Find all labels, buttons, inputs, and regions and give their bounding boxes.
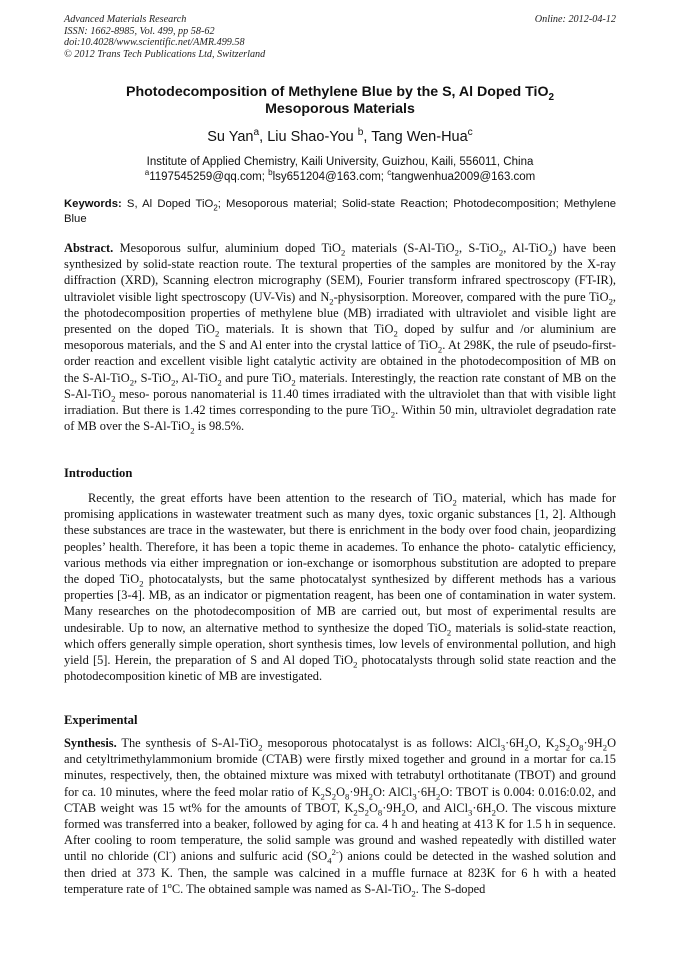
text-run: ) have been synthesized by solid-state reaction route. The textural properties of the samples are monitored by the X-ray diffraction (XRD), Scanning electron micrography (SEM), Fourier transform infrared spectroscopy (FT-IR), ultraviolet visible light spectroscopy (UV-Vis) and N — [64, 241, 616, 304]
text-run: O — [570, 736, 580, 750]
subscript: 2 — [320, 791, 325, 802]
introduction-paragraph — [64, 490, 616, 684]
subscript: 3 — [412, 791, 417, 802]
subscript: 2 — [491, 807, 496, 818]
text-run: ·9H — [349, 784, 369, 799]
text-run: C. The obtained sample was named as S-Al-TiO — [171, 881, 412, 896]
text-run: , S-TiO — [458, 241, 499, 255]
subscript: 2 — [454, 247, 459, 258]
subscript: 4 — [327, 855, 332, 866]
paper-title — [64, 84, 616, 118]
superscript: a — [144, 168, 150, 178]
subscript: 2 — [401, 807, 406, 818]
subscript: 2 — [368, 791, 373, 802]
subscript: 2 — [329, 296, 334, 307]
text-run: O, K — [528, 736, 555, 750]
subscript: 8 — [377, 807, 383, 818]
text-run: O: TBOT is 0.004: 0.016:0.02, and CTAB weight was 15 wt% for the amounts of TBOT, K — [64, 784, 616, 815]
subscript: 2 — [452, 497, 457, 508]
text-run: and pure TiO — [221, 370, 292, 385]
text-run: , Liu Shao-You — [259, 129, 358, 145]
subscript: 2 — [435, 791, 441, 802]
title-line-2: Mesoporous Materials — [265, 101, 415, 117]
subscript: 2 — [524, 742, 529, 753]
text-run: The synthesis of S-Al-TiO — [116, 736, 259, 750]
keywords — [64, 197, 616, 226]
text-run: , Al-TiO — [175, 370, 218, 385]
text-run: 1197545259@qq.com; — [149, 171, 269, 183]
subscript: 2 — [353, 659, 358, 670]
subscript: 2 — [139, 578, 144, 589]
subscript: 2 — [190, 425, 195, 436]
text-run: , Tang Wen-Hua — [363, 129, 468, 145]
abstract-label: Abstract. — [64, 241, 114, 255]
subscript: 2 — [291, 377, 296, 388]
text-run: ; Mesoporous material; Solid-state Reaction; Photodecomposition; Methylene Blue — [64, 198, 617, 225]
subscript: 2 — [498, 247, 504, 258]
text-run: S — [324, 784, 332, 799]
subscript: 2 — [214, 328, 220, 339]
text-run: doped by sulfur and /or aluminium are mesoporous materials, and the S and Al enter into the crystal lattice of TiO — [64, 322, 616, 353]
superscript: o — [167, 879, 172, 890]
text-run: S — [357, 800, 365, 815]
text-run: . Within 50 min, ultraviolet degradation rate of MB over the S-Al-TiO — [64, 403, 616, 434]
subscript: 2 — [217, 377, 222, 388]
subscript: 2 — [446, 627, 452, 638]
journal-doi: doi:10.4028/www.scientific.net/AMR.499.58 — [64, 37, 245, 49]
subscript: 2 — [393, 328, 398, 339]
journal-copyright: © 2012 Trans Tech Publications Ltd, Switzerland — [64, 48, 266, 60]
institute-line: Institute of Applied Chemistry, Kaili University, Guizhou, Kaili, 556011, China — [146, 156, 534, 168]
keywords-label: Keywords: — [64, 198, 122, 210]
subscript: 2 — [548, 91, 555, 103]
text-run: Su Yan — [207, 129, 254, 145]
section-heading-experimental: Experimental — [64, 713, 138, 727]
superscript: b — [357, 127, 364, 139]
synthesis-label: Synthesis. — [64, 736, 117, 750]
synthesis-paragraph — [64, 735, 616, 897]
text-run: materials. Interestingly, the reaction rate constant of MB on the S-Al-TiO — [64, 370, 616, 401]
text-run: ·6H — [416, 784, 436, 799]
superscript: c — [467, 127, 473, 139]
text-run: material, which has made for promising applications in wastewater treatment such as many dyes, toxic organic substances [1, 2]. Although these substances are trace in the wastewater, but there is enrichment in the body over food chain, jeopardizing peoples’ health. Therefore, it has been a topic theme in academes. To enhance the photo- catalytic efficiency, various methods via either impregnation or ion-exchange or isomorphous substitution are adopted to prepare the doped TiO — [64, 491, 616, 587]
text-run: materials is solid-state reaction, which offers generally simple operation, short synthesis times, low levels of environmental pollution, and high yield [5]. Herein, the preparation of S and Al doped TiO — [64, 620, 617, 668]
subscript: 2 — [213, 203, 218, 213]
text-run: ) anions and sulfuric acid (SO — [171, 849, 328, 864]
subscript: 8 — [579, 742, 584, 753]
subscript: 2 — [548, 247, 553, 258]
subscript: 2 — [258, 742, 263, 753]
section-heading-introduction: Introduction — [64, 466, 133, 480]
subscript: 2 — [340, 247, 346, 258]
superscript: a — [253, 127, 260, 139]
text-run: O, and AlCl — [405, 800, 469, 815]
text-run: ·6H — [505, 736, 525, 750]
text-run: photocatalysts through solid state reaction and the photodecomposition kinetic of MB are investigated. — [64, 653, 616, 684]
subscript: 2 — [364, 807, 369, 818]
journal-name: Advanced Materials Research — [64, 14, 187, 25]
superscript: b — [268, 168, 273, 178]
subscript: 2 — [411, 888, 416, 899]
text-run: ·6H — [472, 800, 492, 815]
text-run: , S-TiO — [134, 370, 172, 385]
subscript: 2 — [331, 791, 337, 802]
subscript: 3 — [468, 807, 473, 818]
text-run: . At 298K, the rule of pseudo-first-order reaction and excellent visible light catalytic activity are obtained in the photodecomposition of MB on the S-Al-TiO — [64, 338, 616, 385]
subscript: 2 — [171, 377, 176, 388]
title-line-1: Photodecomposition of Methylene Blue by the S, Al Doped TiO — [125, 84, 549, 100]
author-list — [64, 128, 616, 146]
text-run: O: AlCl — [372, 784, 413, 799]
journal-header — [64, 14, 616, 60]
text-run: S — [558, 736, 566, 750]
text-run: is 98.5%. — [194, 419, 245, 434]
text-run: meso- porous nanomaterial is 11.40 times irradiated with the ultraviolet than that with visible light irradiation. But there is 1.42 times corresponding to the pure TiO — [64, 386, 616, 418]
text-run: ·9H — [583, 736, 603, 750]
text-run: ·9H — [382, 800, 402, 815]
subscript: 2 — [353, 807, 358, 818]
subscript: 2 — [602, 742, 608, 753]
subscript: 2 — [390, 409, 396, 420]
text-run: tangwenhua2009@163.com — [391, 171, 536, 183]
text-run: , Al-TiO — [503, 241, 549, 255]
text-run: , the photodecomposition properties of methylene blue (MB) irradiated with ultraviolet and visible light are presented on the doped TiO — [64, 289, 616, 337]
text-run: O — [336, 784, 346, 799]
superscript: - — [169, 847, 172, 858]
subscript: 2 — [129, 377, 135, 388]
subscript: 3 — [500, 742, 506, 753]
text-run: . The S-doped — [415, 881, 486, 896]
subscript: 2 — [437, 344, 443, 355]
text-run: mesoporous photocatalyst is as follows: AlCl — [262, 736, 501, 750]
affiliation — [64, 155, 616, 185]
online-date: Online: 2012-04-12 — [534, 14, 616, 25]
text-run: lsy651204@163.com; — [272, 171, 388, 183]
superscript: c — [387, 168, 392, 178]
subscript: 2 — [608, 296, 613, 307]
text-run: Mesoporous sulfur, aluminium doped TiO — [113, 241, 341, 255]
text-run: Recently, the great efforts have been attention to the research of TiO — [88, 491, 453, 505]
text-run: S, Al Doped TiO — [121, 198, 214, 210]
abstract-paragraph — [64, 240, 616, 434]
subscript: 2 — [111, 393, 116, 404]
journal-issn: ISSN: 1662-8985, Vol. 499, pp 58-62 — [64, 25, 215, 37]
text-run: photocatalysts, but the same photocatalyst synthesized by different methods has a various properties [3-4]. MB, as an indicator or pigmentation reagent, has been one of contamination in water system. Many researches on the photodecomposition of MB are carried out, but most of experimental results are undesirable. Up to now, an alternative method to synthesize the doped TiO — [64, 572, 616, 635]
subscript: 8 — [345, 791, 350, 802]
superscript: 2- — [331, 847, 339, 858]
text-run: materials (S-Al-TiO — [345, 241, 455, 255]
subscript: 2 — [565, 742, 571, 753]
text-run: O and cetyltrimethylammonium bromide (CTAB) were firstly mixed together and ground in a mortar for ca.15 minutes, respectively, then, the obtained mixture was mixed with tetrabutyl orthotitanate (TBOT) and ground for ca. 10 minutes, where the feed molar ratio of K — [64, 736, 617, 799]
text-run: materials. It is shown that TiO — [219, 322, 394, 337]
text-run: ) anions could be detected in the washed solution and then dried at 373 K. Then, the sample was calcined in a muffle furnace at 823K for 6 h with a heated temperature rate of 1 — [64, 849, 616, 896]
subscript: 2 — [554, 742, 559, 753]
email-line — [64, 170, 616, 185]
text-run: O — [368, 800, 378, 815]
text-run: O. The viscous mixture formed was transferred into a beaker, followed by aging for ca. 4 h and heating at 413 K for 1.5 h in sequence. After cooling to room temperature, the solid sample was ground and washed repeatedly with distilled water until no chloride (Cl — [64, 800, 616, 864]
text-run: -physisorption. Moreover, compared with the pure TiO — [333, 289, 609, 304]
